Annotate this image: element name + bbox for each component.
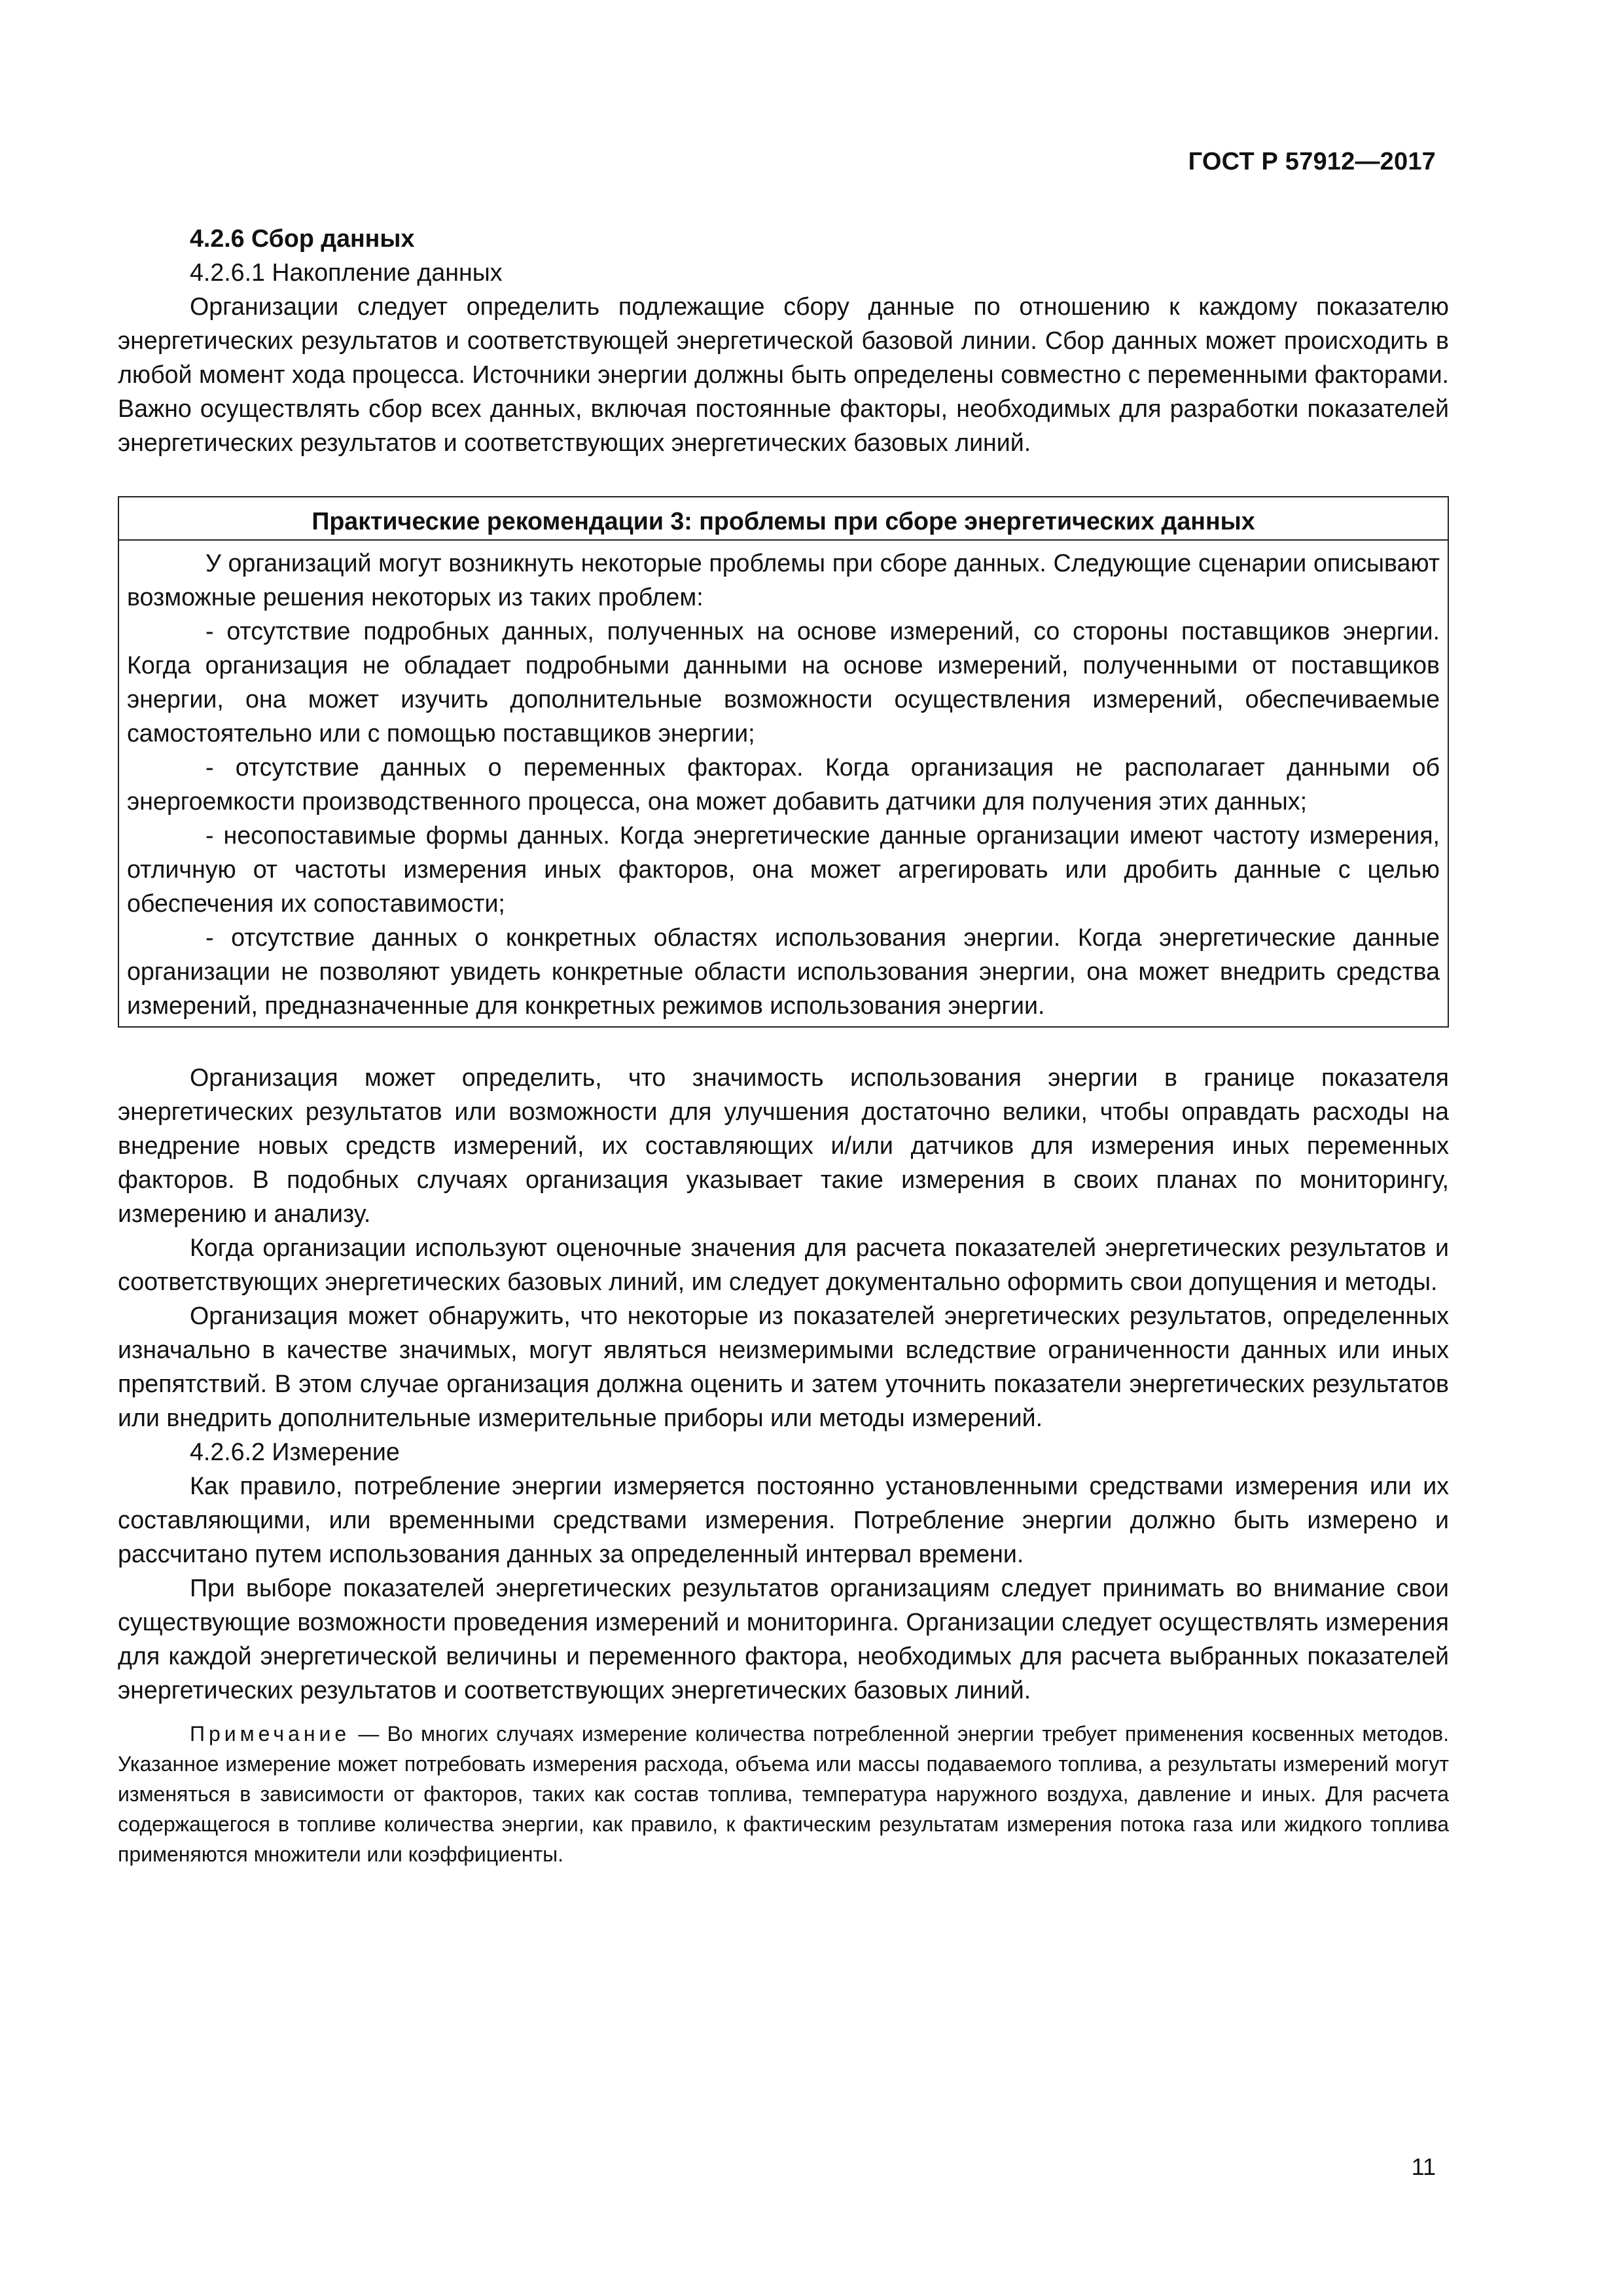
paragraph: При выборе показателей энергетических результатов организациям следует принимать во внимание свои существующие возможности проведения измерений и мониторинга. Организации следует осуществлять измерения для каждой энергетической величины и переменного фактора, необходимых для расчета выбранных показателей энергетических результатов и соответствующих энергетических базовых линий. <box>118 1574 1449 1704</box>
section-heading: 4.2.6 Сбор данных <box>190 224 415 252</box>
box-list-item: - несопоставимые формы данных. Когда энергетические данные организации имеют частоту измерения, отличную от частоты измерения иных факторов, она может агрегировать или дробить данные с целью обеспечения их сопоставимости; <box>127 821 1440 917</box>
recommendation-box-title: Практические рекомендации 3: проблемы при сборе энергетических данных <box>119 497 1448 541</box>
box-list-item: - отсутствие данных о конкретных областях использования энергии. Когда энергетические данные организации не позволяют увидеть конкретные области использования энергии, она может внедрить средства измерений, предназначенные для конкретных режимов использования энергии. <box>127 924 1440 1019</box>
page-content <box>118 221 1449 1869</box>
subsection-heading-measurement: 4.2.6.2 Измерение <box>190 1438 400 1465</box>
note-dash: — <box>350 1722 387 1746</box>
paragraph: Организация может обнаружить, что некоторые из показателей энергетических результатов, определенных изначально в качестве значимых, могут являться неизмеримыми вследствие ограниченности данных или иных препятствий. В этом случае организация должна оценить и затем уточнить показатели энергетических результатов или внедрить дополнительные измерительные приборы или методы измерений. <box>118 1302 1449 1431</box>
document-code: ГОСТ Р 57912—2017 <box>1188 148 1436 175</box>
recommendation-box-body <box>119 541 1448 1026</box>
paragraph: Когда организации используют оценочные значения для расчета показателей энергетических результатов и соответствующих энергетических базовых линий, им следует документально оформить свои допущения и методы. <box>118 1234 1449 1295</box>
recommendation-box <box>118 496 1449 1028</box>
paragraph: Организации следует определить подлежащие сбору данные по отношению к каждому показателю энергетических результатов и соответствующей энергетической базовой линии. Сбор данных может происходить в любой момент хода процесса. Источники энергии должны быть определены совместно с переменными факторами. Важно осуществлять сбор всех данных, включая постоянные факторы, необходимых для разработки показателей энергетических результатов и соответствующих энергетических базовых линий. <box>118 293 1449 456</box>
page-number: 11 <box>1411 2153 1436 2180</box>
box-list-item: - отсутствие данных о переменных факторах. Когда организация не располагает данными об энергоемкости производственного процесса, она может добавить датчики для получения этих данных; <box>127 753 1440 815</box>
paragraph: Как правило, потребление энергии измеряется постоянно установленными средствами измерения или их составляющими, или временными средствами измерения. Потребление энергии должно быть измерено и рассчитано путем использования данных за определенный интервал времени. <box>118 1472 1449 1568</box>
box-list-item: - отсутствие подробных данных, полученных на основе измерений, со стороны поставщиков энергии. Когда организация не обладает подробными данными на основе измерений, полученными от поставщиков энергии, она может изучить дополнительные возможности осуществления измерений, обеспечиваемые самостоятельно или с помощью поставщиков энергии; <box>127 617 1440 747</box>
box-paragraph: У организаций могут возникнуть некоторые проблемы при сборе данных. Следующие сценарии описывают возможные решения некоторых из таких проблем: <box>127 549 1440 611</box>
note <box>118 1719 1449 1869</box>
note-label: Примечание <box>190 1722 351 1746</box>
note-text: Во многих случаях измерение количества потребленной энергии требует применения косвенных методов. Указанное измерение может потребовать измерения расхода, объема или массы подаваемого топлива, а результаты измерений могут изменяться в зависимости от факторов, таких как состав топлива, температура наружного воздуха, давление и иных. Для расчета содержащегося в топливе количества энергии, как правило, к фактическим результатам измерения потока газа или жидкого топлива применяются множители или коэффициенты. <box>118 1722 1450 1866</box>
paragraph: Организация может определить, что значимость использования энергии в границе показателя энергетических результатов или возможности для улучшения достаточно велики, чтобы оправдать расходы на внедрение новых средств измерений, их составляющих и/или датчиков для измерения иных переменных факторов. В подобных случаях организация указывает такие измерения в своих планах по мониторингу, измерению и анализу. <box>118 1064 1449 1227</box>
subsection-heading-accumulation: 4.2.6.1 Накопление данных <box>190 259 503 286</box>
